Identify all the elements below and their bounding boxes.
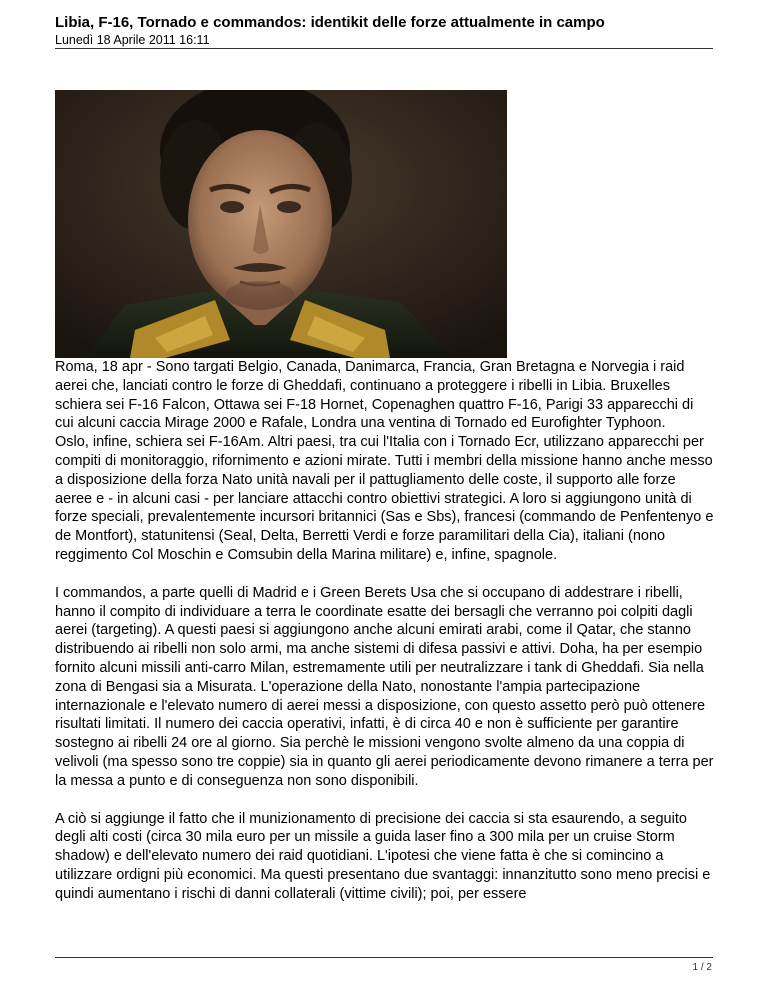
article-paragraph-1: Roma, 18 apr - Sono targati Belgio, Canada, Danimarca, Francia, Gran Bretagna e Norvegia i raid aerei che, lanciati contro le forze di Gheddafi, continuano a proteggere i ribelli in Libia. Bruxelles schiera sei F-16 Falcon, Ottawa sei F-18 Hornet, Copenaghen quattro F-16, Parigi 33 apparecchi di cui alcuni caccia Mirage 2000 e Rafale, Londra una ventina di Tornado ed Eurofighter Typhoon. Oslo, infine, schiera sei F-16Am. Altri paesi, tra cui l'Italia con i Tornado Ecr, utilizzano apparecchi per compiti di monitoraggio, rifornimento e azioni mirate. Tutti i membri della missione hanno anche messo a disposizione della forza Nato unità navali per il pattugliamento delle coste, il supporto alle forze aeree e - in alcuni casi - per lanciare attacchi contro obiettivi strategici. A loro si aggiungono unità di forze speciali, prevalentemente incursori britannici (Sas e Sbs), francesi (commando de Penfentenyo e de Montfort), statunitensi (Seal, Delta, Berretti Verdi e forze paramilitari della Cia), italiani (nono reggimento Col Moschin e Comsubin della Marina militare) e, infine, spagnole. [55, 359, 718, 563]
article-body [55, 358, 718, 923]
footer-divider [55, 957, 713, 958]
article-date: Lunedì 18 Aprile 2011 16:11 [55, 33, 210, 47]
page-number: 1 / 2 [692, 962, 712, 973]
article-photo [55, 90, 507, 358]
article-title: Libia, F-16, Tornado e commandos: identikit delle forze attualmente in campo [55, 14, 605, 31]
document-header [55, 14, 713, 48]
portrait-photo-icon [55, 90, 507, 358]
article-paragraph-2: I commandos, a parte quelli di Madrid e i Green Berets Usa che si occupano di addestrare i ribelli, hanno il compito di individuare a terra le coordinate esatte dei bersagli che verranno poi colpiti dagli aerei (targeting). A questi paesi si aggiungono anche alcuni emirati arabi, come il Qatar, che stanno distribuendo ai ribelli non solo armi, ma anche sistemi di difesa passivi e attivi. Doha, ha per esempio fornito alcuni missili anti-carro Milan, estremamente utili per neutralizzare i tank di Gheddafi. Sia nella zona di Bengasi sia a Misurata. L'operazione della Nato, nonostante l'ampia partecipazione internazionale e l'elevato numero di aerei messi a disposizione, con questo assetto però può ottenere risultati limitati. Il numero dei caccia operativi, infatti, è di circa 40 e non è sufficiente per garantire sostegno ai ribelli 24 ore al giorno. Sia perchè le missioni vengono svolte almeno da una coppia di velivoli (ma spesso sono tre coppie) sia in quanto gli aerei periodicamente devono rimanere a terra per la messa a punto e di conseguenza non sono disponibili. [55, 584, 718, 789]
article-paragraph-3: A ciò si aggiunge il fatto che il munizionamento di precisione dei caccia si sta esaurendo, a seguito degli alti costi (circa 30 mila euro per un missile a guida laser fino a 300 mila per un cruise Storm shadow) e dell'elevato numero dei raid quotidiani. L'ipotesi che viene fatta è che si comincino a utilizzare ordigni più economici. Ma questi presentano due svantaggi: innanzitutto sono meno precisi e quindi aumentano i rischi di danni collaterali (vittime civili); poi, per essere [55, 810, 715, 902]
header-divider [55, 48, 713, 49]
